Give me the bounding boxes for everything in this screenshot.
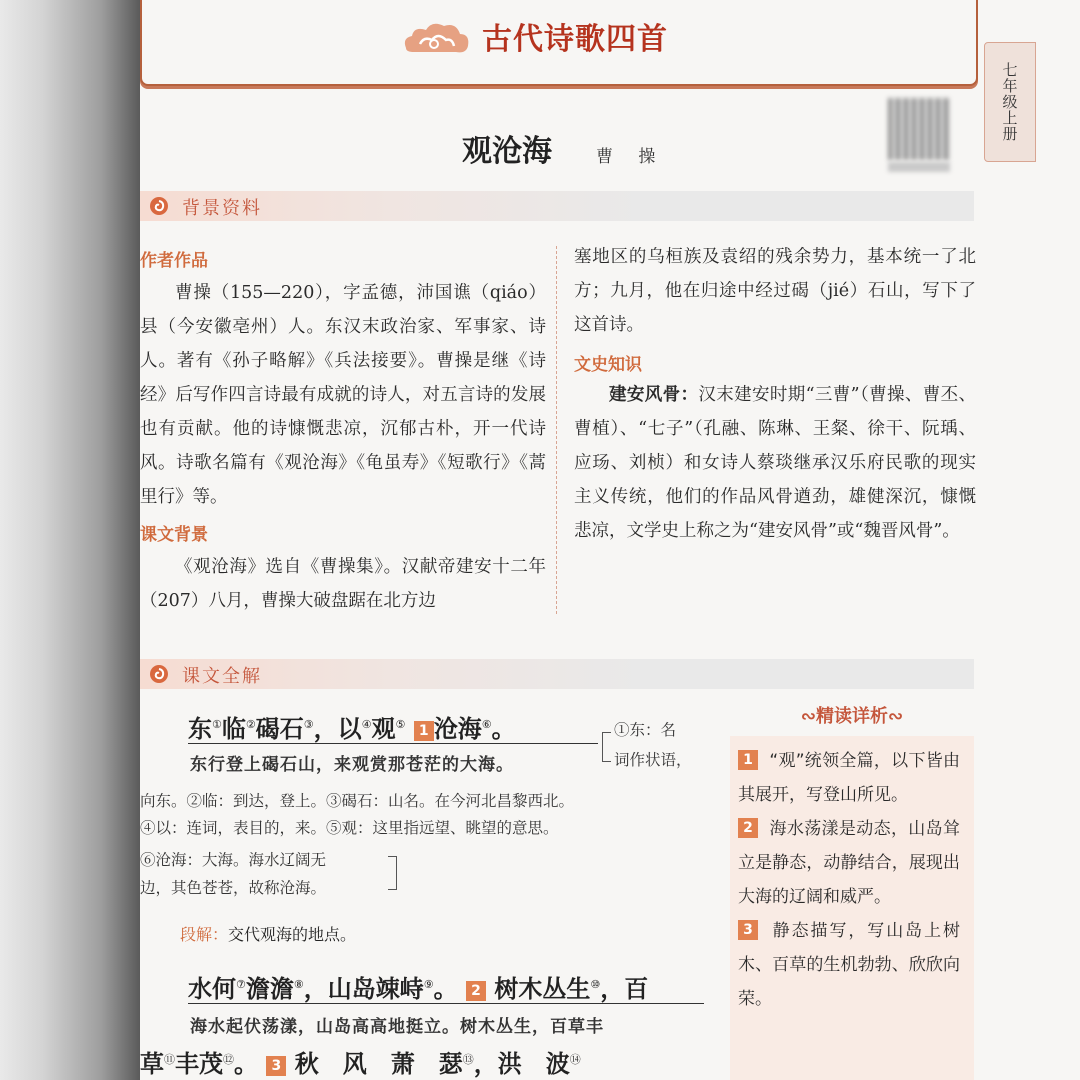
section-label: 课文全解 <box>182 666 262 687</box>
footnote-mark: ⑪ <box>164 1053 175 1066</box>
text-background-block <box>140 550 546 618</box>
section-bar-full-text <box>140 659 974 689</box>
footnote-mark: ⑧ <box>293 978 304 991</box>
side-note-line-2: 词作状语， <box>614 751 692 769</box>
summary-text: 交代观海的地点。 <box>228 925 357 944</box>
verse-text: 。 <box>433 975 458 1003</box>
history-heading: 文史知识 <box>574 355 642 375</box>
auspicious-cloud-icon <box>400 18 472 60</box>
footnote-mark: ② <box>245 718 256 731</box>
analysis-number-badge: 3 <box>738 920 758 940</box>
side-note-line-1: ①东：名 <box>614 721 677 739</box>
detail-item <box>738 812 960 914</box>
analysis-number-badge: 1 <box>738 750 758 770</box>
footnote-mark: ③ <box>303 718 314 731</box>
swirl-icon <box>148 196 170 216</box>
footnote-mark: ⑩ <box>590 978 601 991</box>
history-text: 汉末建安时期“三曹”（曹操、曹丕、曹植）、“七子”（孔融、陈琳、王粲、徐干、阮瑀、应玚、刘桢）和女诗人蔡琰继承汉乐府民歌的现实主义传统，他们的作品风骨遒劲，雄健深沉，慷慨悲凉，文学史上称之为“建安风骨”或“魏晋风骨”。 <box>574 385 976 541</box>
verse-text: 东 <box>188 715 212 743</box>
verse-text: 澹澹 <box>245 975 294 1003</box>
detail-item-text: 静态描写，写山岛上树木、百草的生机勃勃、欣欣向荣。 <box>738 921 961 1009</box>
verse-text: ，洪 波 <box>473 1050 570 1078</box>
note-line: 向东。②临：到达，登上。③碣石：山名。在今河北昌黎西北。 <box>140 792 575 810</box>
section-label: 背景资料 <box>182 198 262 219</box>
verse-text: 。 <box>491 715 516 743</box>
swirl-icon <box>148 664 170 684</box>
footnote-mark: ⑨ <box>423 978 434 991</box>
verse-text: ，百 <box>600 975 649 1003</box>
verse-text: ，山岛竦峙 <box>303 975 424 1003</box>
text-background-continued: 塞地区的乌桓族及袁绍的残余势力，基本统一了北方；九月，他在归途中经过碣（jié）石山，写下了这首诗。 <box>574 247 976 335</box>
note-line: ⑥沧海：大海。海水辽阔无 <box>140 851 327 869</box>
qr-code-caption <box>888 162 950 172</box>
history-term: 建安风骨： <box>609 385 699 405</box>
verse-line-1 <box>188 709 516 744</box>
summary-label: 段解： <box>180 925 229 944</box>
detail-item <box>738 744 960 812</box>
paragraph-summary <box>180 922 356 945</box>
verse-line-3 <box>140 1044 581 1079</box>
poem-author: 曹 操 <box>596 147 666 167</box>
author-works-text-block <box>140 276 546 514</box>
verse-text: 观 <box>371 715 396 743</box>
history-text-paragraph <box>574 378 976 548</box>
footnote-mark: ⑫ <box>223 1053 234 1066</box>
grade-label: 七年级上册 <box>1000 62 1019 142</box>
verse-line-2 <box>188 969 648 1004</box>
footnote-mark: ④ <box>361 718 372 731</box>
footnote-mark: ⑭ <box>569 1053 581 1066</box>
verse-underline <box>188 1003 704 1004</box>
grade-side-tab <box>984 42 1036 162</box>
translation-2: 海水起伏荡漾，山岛高高地挺立。树木丛生，百草丰 <box>190 1017 604 1037</box>
verse-text: 临 <box>221 715 246 743</box>
footnote-mark: ① <box>212 718 222 731</box>
section-bar-background <box>140 191 974 221</box>
detail-panel-title: ∾精读详析∾ <box>800 706 904 727</box>
verse-text: ，以 <box>313 715 362 743</box>
detail-item-text: “观”统领全篇，以下皆由其展开，写登山所见。 <box>738 751 960 805</box>
verse-text: 沧海 <box>433 715 482 743</box>
column-divider <box>556 246 557 614</box>
history-block <box>574 378 976 548</box>
author-works-heading: 作者作品 <box>140 251 208 271</box>
qr-code-image <box>888 98 950 160</box>
chapter-title-box <box>140 0 978 86</box>
detail-item-text: 海水荡漾是动态，山岛耸立是静态，动静结合，展现出大海的辽阔和威严。 <box>738 819 961 907</box>
translation-1: 东行登上碣石山，来观赏那苍茫的大海。 <box>190 755 514 775</box>
verse-text: 树木丛生 <box>494 975 591 1003</box>
analysis-number-badge: 1 <box>414 721 434 741</box>
note-line: 边，其色苍苍，故称沧海。 <box>140 879 327 897</box>
text-background-continued-block <box>574 240 976 342</box>
poem-title: 观沧海 <box>462 134 552 169</box>
verse-text: 草 <box>140 1050 164 1078</box>
text-background-text: 《观沧海》选自《曹操集》。汉献帝建安十二年（207）八月，曹操大破盘踞在北方边 <box>140 557 546 611</box>
footnote-mark: ⑦ <box>236 978 246 991</box>
verse-text: 。 <box>234 1050 258 1078</box>
note-bracket <box>388 856 397 890</box>
note-line: ④以：连词，表目的，来。⑤观：这里指远望、眺望的意思。 <box>140 819 559 837</box>
verse-text: 碣石 <box>255 715 304 743</box>
analysis-number-badge: 2 <box>738 818 758 838</box>
analysis-number-badge: 3 <box>266 1056 286 1076</box>
book-spine-shadow <box>0 0 140 1080</box>
footnote-mark: ⑥ <box>481 718 492 731</box>
verse-text: 水何 <box>188 975 236 1003</box>
text-background-heading: 课文背景 <box>140 525 208 545</box>
chapter-title: 古代诗歌四首 <box>482 22 668 57</box>
author-works-text: 曹操（155—220），字孟德，沛国谯（qiáo）县（今安徽亳州）人。东汉末政治家、军事家、诗人。著有《孙子略解》《兵法接要》。曹操是继《诗经》后写作四言诗最有成就的诗人，对五言诗的发展也有贡献。他的诗慷慨悲凉，沉郁古朴，开一代诗风。诗歌名篇有《观沧海》《龟虽寿》《短歌行》《蒿里行》等。 <box>140 283 546 507</box>
analysis-number-badge: 2 <box>466 981 486 1001</box>
verse-text: 丰茂 <box>175 1050 223 1078</box>
detail-panel-body <box>738 744 960 1016</box>
footnote-mark: ⑬ <box>462 1053 474 1066</box>
verse-text: 秋 风 萧 瑟 <box>294 1050 463 1078</box>
note-bracket <box>602 732 611 762</box>
detail-item <box>738 914 960 1016</box>
verse-underline <box>188 743 598 744</box>
footnote-mark: ⑤ <box>395 718 406 731</box>
